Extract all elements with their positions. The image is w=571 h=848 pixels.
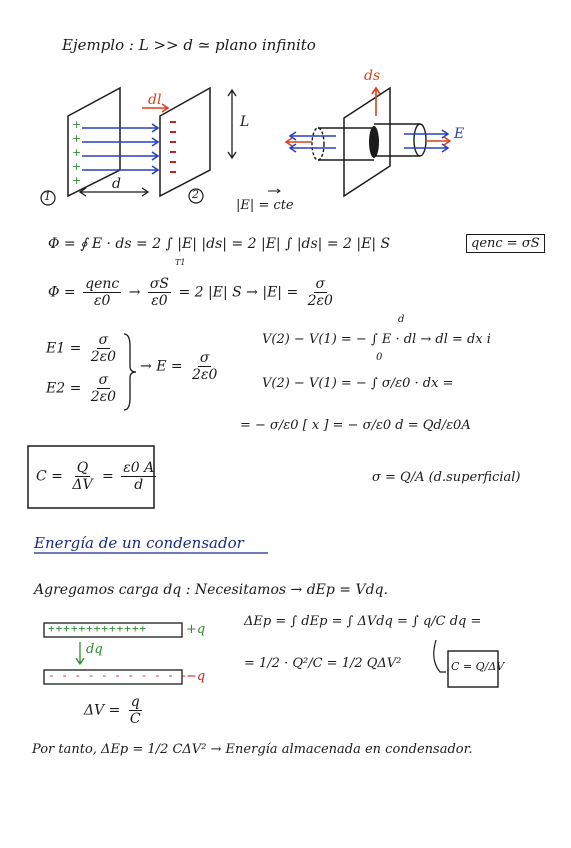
brace	[124, 334, 136, 410]
dV-equation	[84, 694, 146, 727]
E1-equation	[46, 332, 121, 365]
svg-text:+: +	[72, 160, 82, 173]
limit-0: 0	[376, 352, 383, 363]
phi-lhs: Φ =	[48, 284, 76, 301]
section-intro: Agregamos carga dq : Necesitamos → dEp = Vdq.	[34, 582, 388, 598]
E2-num: σ	[98, 372, 109, 388]
plate-2-charges	[170, 122, 176, 172]
qenc-box: qenc = σS	[466, 234, 545, 253]
C-num2: ε0 A	[123, 460, 155, 476]
phi-num1: qenc	[85, 276, 120, 292]
E-total-lhs: E =	[156, 358, 183, 375]
plus-charges: +++++++++++++	[48, 622, 148, 635]
E-total-equation: → E = $\frac{\sigma}{2\varepsilon 0}$	[140, 350, 218, 383]
cylinder-cross-section	[369, 126, 379, 158]
d-label: d	[112, 176, 121, 192]
phi-den2: ε0	[151, 293, 168, 309]
phi-E: → |E| =	[246, 284, 299, 301]
sigma-definition: σ = Q/A (d.superficial)	[372, 470, 521, 485]
C-box-2-text: C = Q/ΔV	[451, 660, 505, 673]
page-title: Ejemplo : L >> d ≃ plano infinito	[62, 36, 316, 54]
svg-text:+: +	[72, 174, 82, 187]
C-num1: Q	[76, 460, 89, 476]
conclusion: Por tanto, ΔEp = 1/2 CΔV² → Energía almacenada en condensador.	[32, 742, 473, 757]
E-total-den: 2ε0	[192, 367, 218, 383]
dV-den: C	[129, 711, 141, 727]
plate-2	[160, 88, 210, 196]
E-const: |E| = cte	[236, 198, 294, 213]
L-label: L	[240, 114, 250, 130]
phi-den3: 2ε0	[307, 293, 333, 309]
gauss-equation: Φ = ∮ E · ds = 2 ∫ |E| |ds| = 2 |E| ∫ |ds| = 2 |E| S	[48, 236, 391, 252]
C-lhs: C =	[36, 468, 63, 485]
E1-den: 2ε0	[90, 349, 117, 365]
dV-num: q	[130, 694, 140, 710]
ds-label: ds	[364, 68, 381, 84]
E-total-num: σ	[199, 350, 210, 366]
dEp-line-1: ΔEp = ∫ dEp = ∫ ΔVdq = ∫ q/C dq =	[244, 614, 482, 629]
dq-label: dq	[86, 642, 103, 657]
plate-1-charges	[72, 118, 81, 187]
plus-q-label: +q	[186, 622, 206, 637]
E2-lhs: E2 =	[46, 380, 82, 397]
minus-charges: - - - - - - - - - - -	[48, 669, 188, 682]
phi-den1: ε0	[93, 293, 111, 309]
phi-num2: σS	[149, 276, 170, 292]
E1-lhs: E1 =	[46, 340, 82, 357]
C-den2: d	[134, 477, 144, 493]
dEp-line-2: = 1/2 · Q²/C = 1/2 QΔV²	[244, 656, 402, 671]
E-label: E	[454, 126, 465, 142]
svg-text:+: +	[72, 146, 82, 159]
V-line-1: V(2) − V(1) = − ∫ E · dl → dl = dx i	[262, 332, 491, 347]
E2-equation	[46, 372, 121, 405]
dV-lhs: ΔV =	[84, 702, 121, 719]
E2-den: 2ε0	[90, 389, 117, 405]
plate-2-label: 2	[192, 188, 199, 201]
vector-marks	[268, 189, 280, 193]
phi-num3: σ	[315, 276, 326, 292]
phi-mid: = 2 |E| S	[178, 284, 242, 301]
phi-equation: Φ = $\frac{\text{qenc}}{\varepsilon 0}$ → $\frac{\sigma S}{\varepsilon 0}$ = 2 |E| S → |E| = $\frac{\sigma}{2\varepsilon 0}$	[48, 276, 333, 309]
E1-num: σ	[98, 332, 109, 348]
dl-label: dl	[148, 92, 162, 108]
C-formula: C = $\frac{Q}{\Delta V}$ = $\frac{\varepsilon 0 A}{d}$	[36, 460, 155, 493]
V-line-2: V(2) − V(1) = − ∫ σ/ε0 · dx =	[262, 376, 454, 391]
C-den1: ΔV	[72, 477, 93, 493]
limit-d: d	[398, 314, 405, 325]
minus-q-label: −q	[186, 669, 206, 684]
section-heading: Energía de un condensador	[34, 534, 244, 552]
svg-text:+: +	[72, 132, 82, 145]
gauss-subscript: T1	[175, 258, 186, 267]
infinite-plate	[344, 88, 390, 196]
svg-text:+: +	[72, 118, 82, 131]
plate-1-label: 1	[44, 190, 51, 203]
V-line-3: = − σ/ε0 [ x ] = − σ/ε0 d = Qd/ε0A	[240, 418, 471, 433]
